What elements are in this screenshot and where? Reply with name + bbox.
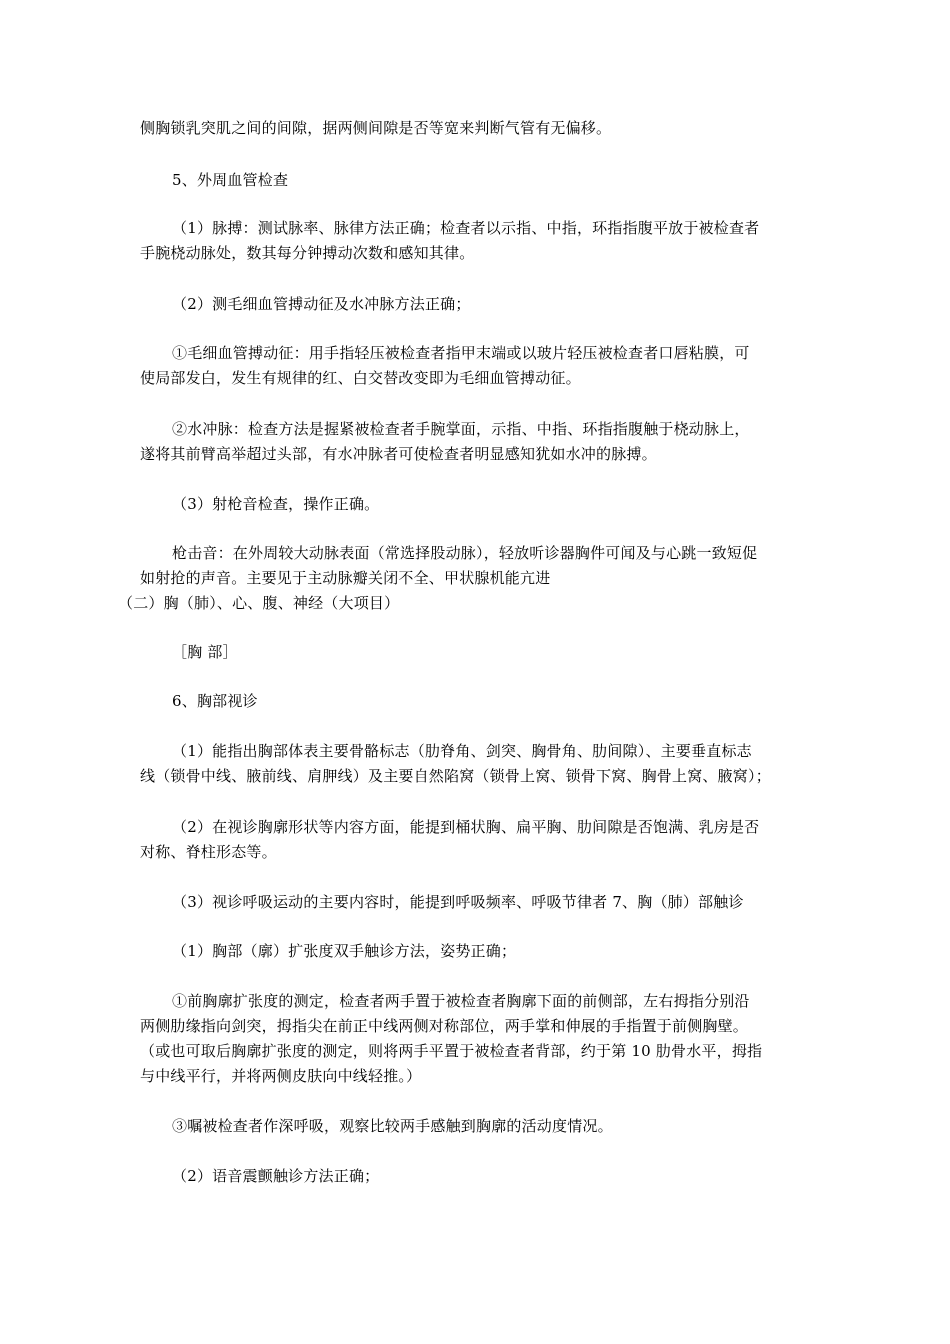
text-line: （3）射枪音检查，操作正确。	[172, 495, 380, 513]
section-heading: 6、胸部视诊	[172, 692, 258, 710]
text-line: （2）测毛细血管搏动征及水冲脉方法正确；	[172, 295, 471, 313]
text-line: （1）能指出胸部体表主要骨骼标志（肋脊角、剑突、胸骨角、肋间隙）、主要垂直标志	[172, 742, 752, 760]
text-line: （2）在视诊胸廓形状等内容方面，能提到桶状胸、扁平胸、肋间隙是否饱满、乳房是否	[172, 818, 760, 836]
text-line: ③嘱被检查者作深呼吸，观察比较两手感触到胸廓的活动度情况。	[172, 1117, 613, 1135]
text-line: （2）语音震颤触诊方法正确；	[172, 1167, 380, 1185]
section-heading: 5、外周血管检查	[172, 171, 289, 189]
text-line: （1）胸部（廓）扩张度双手触诊方法，姿势正确；	[172, 942, 517, 960]
text-line: ①前胸廓扩张度的测定，检查者两手置于被检查者胸廓下面的前侧部，左右拇指分别沿	[172, 992, 750, 1010]
section-heading: （二）胸（肺）、心、腹、神经（大项目）	[118, 594, 400, 612]
text-line: 与中线平行，并将两侧皮肤向中线轻推。）	[140, 1067, 422, 1085]
text-line: ①毛细血管搏动征：用手指轻压被检查者指甲末端或以玻片轻压被检查者口唇粘膜，可	[172, 344, 750, 362]
text-line: 线（锁骨中线、腋前线、肩胛线）及主要自然陷窝（锁骨上窝、锁骨下窝、胸骨上窝、腋窝）；	[140, 767, 771, 785]
text-line: 手腕桡动脉处，数其每分钟搏动次数和感知其律。	[140, 244, 475, 262]
text-line: （3）视诊呼吸运动的主要内容时，能提到呼吸频率、呼吸节律者 7、胸（肺）部触诊	[172, 893, 744, 911]
text-line: 两侧肋缘指向剑突，拇指尖在前正中线两侧对称部位，两手掌和伸展的手指置于前侧胸壁。	[140, 1017, 749, 1035]
text-line: 枪击音：在外周较大动脉表面（常选择股动脉），轻放听诊器胸件可闻及与心跳一致短促	[172, 544, 758, 562]
section-heading: ［胸 部］	[172, 643, 238, 661]
text-line: 如射抢的声音。主要见于主动脉瓣关闭不全、甲状腺机能亢进	[140, 569, 551, 587]
text-line: （或也可取后胸廓扩张度的测定，则将两手平置于被检查者背部，约于第 10 肋骨水平，拇指	[140, 1042, 763, 1060]
text-line: ②水冲脉：检查方法是握紧被检查者手腕掌面，示指、中指、环指指腹触于桡动脉上，	[172, 420, 750, 438]
text-line: 侧胸锁乳突肌之间的间隙，据两侧间隙是否等宽来判断气管有无偏移。	[140, 119, 612, 137]
text-line: 使局部发白，发生有规律的红、白交替改变即为毛细血管搏动征。	[140, 369, 581, 387]
text-line: 遂将其前臂高举超过头部，有水冲脉者可使检查者明显感知犹如水冲的脉搏。	[140, 445, 657, 463]
text-line: 对称、脊柱形态等。	[140, 843, 277, 861]
text-line: （1）脉搏：测试脉率、脉律方法正确；检查者以示指、中指，环指指腹平放于被检查者	[172, 219, 760, 237]
